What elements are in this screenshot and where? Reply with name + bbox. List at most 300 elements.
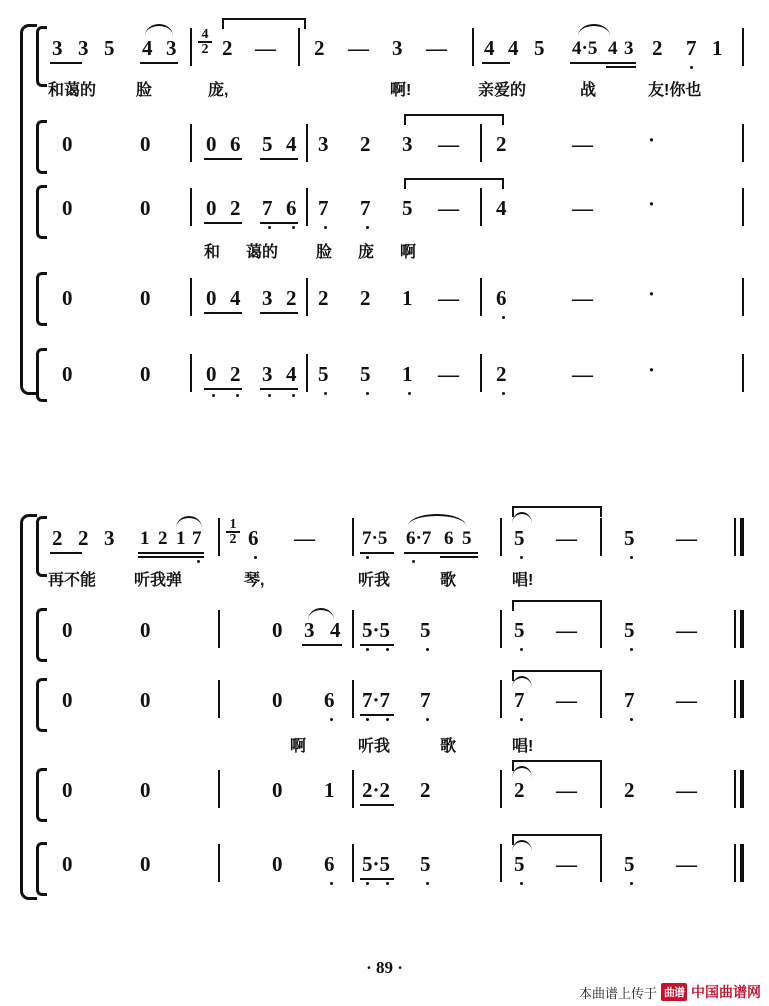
hold-dash: —: [426, 36, 447, 60]
octave-dot: [268, 226, 271, 229]
barline: [500, 518, 502, 556]
note: 2: [78, 526, 89, 550]
beam: [204, 222, 242, 224]
octave-dot: [268, 394, 271, 397]
note: 5: [624, 852, 635, 876]
beam: [482, 62, 510, 64]
note: 0: [206, 196, 217, 220]
barline: [734, 610, 736, 648]
lyric: 友!你也: [648, 82, 702, 99]
note: 0: [62, 132, 73, 156]
site-credit: [579, 982, 761, 1002]
octave-dot: [212, 394, 215, 397]
note: 1: [140, 528, 150, 549]
time-signature: [198, 28, 212, 56]
note: 1: [324, 778, 335, 802]
barline: [298, 28, 300, 66]
note: 0: [62, 778, 73, 802]
barline: [480, 278, 482, 316]
octave-dot: [366, 648, 369, 651]
barline: [742, 188, 744, 226]
note: 7: [318, 196, 329, 220]
system-1: [0, 0, 769, 430]
beam: [50, 552, 82, 554]
slur: [176, 516, 202, 528]
octave-dot: [502, 392, 505, 395]
barline: [500, 770, 502, 808]
time-sig-denominator: 2: [226, 531, 240, 546]
hold-dash: —: [572, 362, 593, 386]
system-2-inner-brace: [36, 516, 47, 577]
note: 2: [158, 528, 168, 549]
octave-dot: [236, 394, 239, 397]
final-barline: [740, 518, 744, 556]
note: 7: [686, 36, 697, 60]
note: 5: [534, 36, 545, 60]
barline: [306, 188, 308, 226]
note: 5: [262, 132, 273, 156]
note: 5: [420, 618, 431, 642]
hold-dash: —: [438, 286, 459, 310]
note: 3: [318, 132, 329, 156]
note: 3: [262, 286, 273, 310]
system-2: [0, 490, 769, 910]
octave-dot: [366, 718, 369, 721]
barline: [734, 680, 736, 718]
note: 0: [140, 132, 151, 156]
time-signature: [226, 518, 240, 546]
beam: [204, 388, 242, 390]
hold-dash: —: [438, 132, 459, 156]
time-sig-numerator: 1: [229, 517, 237, 532]
time-sig-denominator: 2: [198, 41, 212, 56]
note: 5: [360, 362, 371, 386]
system-1-inner-brace-5: [36, 348, 47, 402]
barline: [352, 610, 354, 648]
lyric: 歌: [440, 572, 457, 589]
barline: [742, 354, 744, 392]
beam: [360, 552, 394, 554]
note: 7: [192, 528, 202, 549]
lyric: 庞: [358, 244, 375, 261]
barline: [352, 770, 354, 808]
note: 6·7: [406, 528, 432, 549]
hold-dash: —: [255, 36, 276, 60]
beam: [140, 62, 178, 64]
note: 2: [230, 196, 241, 220]
system-2-inner-brace-5: [36, 842, 47, 896]
barline: [218, 770, 220, 808]
barline: [600, 770, 602, 808]
beam: [260, 388, 298, 390]
note: 0: [62, 362, 73, 386]
hold-dash: —: [556, 778, 577, 802]
system-1-inner-brace-4: [36, 272, 47, 326]
barline: [742, 28, 744, 66]
octave-dot: [324, 226, 327, 229]
barline: [190, 188, 192, 226]
barline: [352, 844, 354, 882]
note: 7: [360, 196, 371, 220]
rest-dot: ·: [648, 192, 656, 216]
beam: [138, 556, 204, 558]
note: 4: [142, 36, 153, 60]
final-barline: [740, 610, 744, 648]
note: 3: [392, 36, 403, 60]
rest-dot: ·: [648, 128, 656, 152]
note: 1: [712, 36, 723, 60]
slur: [145, 24, 173, 36]
barline: [500, 680, 502, 718]
note: 0: [140, 852, 151, 876]
hold-dash: —: [556, 852, 577, 876]
note: 6: [496, 286, 507, 310]
barline: [734, 844, 736, 882]
phrase-bracket: [512, 760, 602, 771]
barline: [218, 680, 220, 718]
octave-dot: [386, 718, 389, 721]
octave-dot: [690, 66, 693, 69]
note: 3: [262, 362, 273, 386]
beam: [50, 62, 82, 64]
barline: [306, 278, 308, 316]
hold-dash: —: [572, 286, 593, 310]
note: 0: [206, 362, 217, 386]
note: 3: [402, 132, 413, 156]
system-1-inner-brace-3: [36, 185, 47, 239]
note: 4: [496, 196, 507, 220]
note: 7: [624, 688, 635, 712]
credit-prefix: 本曲谱上传于: [578, 985, 657, 1001]
beam: [360, 714, 394, 716]
hold-dash: —: [676, 688, 697, 712]
note: 2: [230, 362, 241, 386]
note: 7: [262, 196, 273, 220]
note: 0: [272, 852, 283, 876]
beam: [260, 222, 298, 224]
hold-dash: —: [676, 778, 697, 802]
barline: [480, 124, 482, 162]
note: 6: [248, 526, 259, 550]
note: 5: [104, 36, 115, 60]
lyric: 听我: [358, 738, 391, 755]
lyric: 唱!: [512, 572, 534, 589]
note: 2: [496, 362, 507, 386]
hold-dash: —: [572, 132, 593, 156]
note: 0: [62, 196, 73, 220]
hold-dash: —: [572, 196, 593, 220]
note: 5: [420, 852, 431, 876]
system-2-brace: [20, 514, 37, 900]
octave-dot: [630, 882, 633, 885]
note: 1: [402, 286, 413, 310]
note: 0: [62, 618, 73, 642]
note: 5·5: [362, 852, 391, 876]
note: 5: [514, 852, 525, 876]
octave-dot: [520, 882, 523, 885]
note: 0: [272, 688, 283, 712]
note: 2: [420, 778, 431, 802]
beam: [260, 158, 298, 160]
note: 0: [206, 132, 217, 156]
beam: [138, 552, 204, 554]
lyric: 唱!: [512, 738, 534, 755]
note: 5: [514, 618, 525, 642]
site-name[interactable]: 中国曲谱网: [691, 984, 761, 1000]
note: 3: [52, 36, 63, 60]
octave-dot: [520, 648, 523, 651]
barline: [742, 124, 744, 162]
beam: [440, 556, 478, 558]
note: 5: [514, 526, 525, 550]
barline: [190, 28, 192, 66]
phrase-bracket: [222, 18, 306, 29]
octave-dot: [292, 226, 295, 229]
lyric: 啊!: [390, 82, 412, 99]
barline: [190, 124, 192, 162]
barline: [218, 844, 220, 882]
barline: [218, 610, 220, 648]
note: 0: [272, 778, 283, 802]
note: 0: [206, 286, 217, 310]
note: 4: [608, 38, 618, 59]
octave-dot: [630, 648, 633, 651]
note: 2: [360, 132, 371, 156]
beam: [204, 312, 242, 314]
note: 5: [624, 618, 635, 642]
note: 2: [652, 36, 663, 60]
note: 2: [314, 36, 325, 60]
note: 6: [230, 132, 241, 156]
lyric: 脸: [136, 82, 153, 99]
octave-dot: [426, 718, 429, 721]
octave-dot: [630, 718, 633, 721]
page-number: · 89 ·: [366, 958, 403, 977]
barline: [306, 354, 308, 392]
hold-dash: —: [676, 526, 697, 550]
note: 2: [360, 286, 371, 310]
octave-dot: [197, 560, 200, 563]
hold-dash: —: [438, 196, 459, 220]
note: 2: [52, 526, 63, 550]
note: 7·5: [362, 528, 388, 549]
barline: [352, 518, 354, 556]
octave-dot: [366, 392, 369, 395]
phrase-bracket: [512, 506, 602, 517]
barline: [742, 278, 744, 316]
note: 3: [78, 36, 89, 60]
lyric: 庞,: [208, 82, 229, 99]
note: 6: [324, 852, 335, 876]
note: 0: [62, 852, 73, 876]
barline: [480, 188, 482, 226]
system-1-inner-brace-2: [36, 120, 47, 174]
system-2-inner-brace-4: [36, 768, 47, 822]
note: 0: [62, 286, 73, 310]
time-sig-numerator: 4: [201, 27, 209, 42]
final-barline: [740, 680, 744, 718]
lyric: 琴,: [244, 572, 265, 589]
octave-dot: [412, 560, 415, 563]
barline: [600, 844, 602, 882]
lyric: 听我: [358, 572, 391, 589]
octave-dot: [520, 556, 523, 559]
lyric: 再不能: [48, 572, 97, 589]
note: 4: [330, 618, 341, 642]
lyric: 啊: [290, 738, 307, 755]
final-barline: [740, 770, 744, 808]
note: 3: [304, 618, 315, 642]
note: 2: [496, 132, 507, 156]
note: 0: [272, 618, 283, 642]
lyric: 听我弹: [134, 572, 183, 589]
note: 3: [104, 526, 115, 550]
note: 2: [514, 778, 525, 802]
note: 0: [140, 618, 151, 642]
barline: [500, 610, 502, 648]
octave-dot: [426, 882, 429, 885]
octave-dot: [292, 394, 295, 397]
slur: [578, 24, 610, 36]
note: 5·5: [362, 618, 391, 642]
octave-dot: [408, 392, 411, 395]
site-logo-icon: 曲谱: [661, 983, 687, 1001]
lyric: 和: [204, 244, 221, 261]
note: 0: [62, 688, 73, 712]
system-2-inner-brace-2: [36, 608, 47, 662]
note: 0: [140, 362, 151, 386]
lyric: 亲爱的: [478, 82, 527, 99]
note: 5: [318, 362, 329, 386]
phrase-bracket: [404, 178, 504, 189]
barline: [306, 124, 308, 162]
hold-dash: —: [676, 852, 697, 876]
system-1-brace: [20, 24, 37, 395]
note: 0: [140, 688, 151, 712]
lyric: 脸: [316, 244, 333, 261]
note: 6: [324, 688, 335, 712]
note: 5: [462, 528, 472, 549]
lyric: 蔼的: [246, 244, 279, 261]
beam: [204, 158, 242, 160]
beam: [360, 804, 394, 806]
octave-dot: [366, 882, 369, 885]
note: 1: [176, 528, 186, 549]
rest-dot: ·: [648, 358, 656, 382]
note: 7·7: [362, 688, 391, 712]
system-1-inner-brace: [36, 26, 47, 87]
note: 2: [286, 286, 297, 310]
hold-dash: —: [556, 526, 577, 550]
slur: [408, 514, 466, 526]
octave-dot: [254, 556, 257, 559]
note: 4: [508, 36, 519, 60]
note: 6: [286, 196, 297, 220]
octave-dot: [366, 226, 369, 229]
note: 3: [624, 38, 634, 59]
barline: [480, 354, 482, 392]
octave-dot: [520, 718, 523, 721]
hold-dash: —: [348, 36, 369, 60]
system-2-inner-brace-3: [36, 678, 47, 732]
octave-dot: [502, 316, 505, 319]
octave-dot: [386, 882, 389, 885]
barline: [600, 680, 602, 718]
note: 5: [624, 526, 635, 550]
lyric: 啊: [400, 244, 417, 261]
note: 7: [420, 688, 431, 712]
beam: [570, 62, 636, 64]
note: 4: [230, 286, 241, 310]
barline: [600, 518, 602, 556]
barline: [190, 354, 192, 392]
phrase-bracket: [512, 670, 602, 681]
barline: [218, 518, 220, 556]
note: 2: [318, 286, 329, 310]
beam: [360, 878, 394, 880]
octave-dot: [330, 718, 333, 721]
barline: [190, 278, 192, 316]
note: 4: [286, 132, 297, 156]
octave-dot: [630, 556, 633, 559]
barline: [472, 28, 474, 66]
beam: [606, 66, 636, 68]
note: 1: [402, 362, 413, 386]
phrase-bracket: [512, 600, 602, 611]
lyric: 战: [580, 82, 597, 99]
barline: [734, 518, 736, 556]
barline: [734, 770, 736, 808]
hold-dash: —: [294, 526, 315, 550]
note: 4: [286, 362, 297, 386]
note: 0: [140, 286, 151, 310]
note: 3: [166, 36, 177, 60]
note: 5: [402, 196, 413, 220]
note: 4·5: [572, 38, 598, 59]
note: 2: [624, 778, 635, 802]
phrase-bracket: [404, 114, 504, 125]
lyric: 和蔼的: [48, 82, 97, 99]
rest-dot: ·: [648, 282, 656, 306]
phrase-bracket: [512, 834, 602, 845]
hold-dash: —: [556, 618, 577, 642]
lyric: 歌: [440, 738, 457, 755]
octave-dot: [426, 648, 429, 651]
hold-dash: —: [676, 618, 697, 642]
octave-dot: [324, 392, 327, 395]
note: 0: [140, 196, 151, 220]
final-barline: [740, 844, 744, 882]
beam: [404, 552, 478, 554]
note: 4: [484, 36, 495, 60]
note: 6: [444, 528, 454, 549]
barline: [500, 844, 502, 882]
note: 0: [140, 778, 151, 802]
beam: [302, 644, 342, 646]
beam: [260, 312, 298, 314]
beam: [360, 644, 394, 646]
note: 2·2: [362, 778, 391, 802]
octave-dot: [366, 556, 369, 559]
hold-dash: —: [556, 688, 577, 712]
barline: [352, 680, 354, 718]
barline: [600, 610, 602, 648]
octave-dot: [330, 882, 333, 885]
note: 7: [514, 688, 525, 712]
octave-dot: [386, 648, 389, 651]
note: 2: [222, 36, 233, 60]
hold-dash: —: [438, 362, 459, 386]
